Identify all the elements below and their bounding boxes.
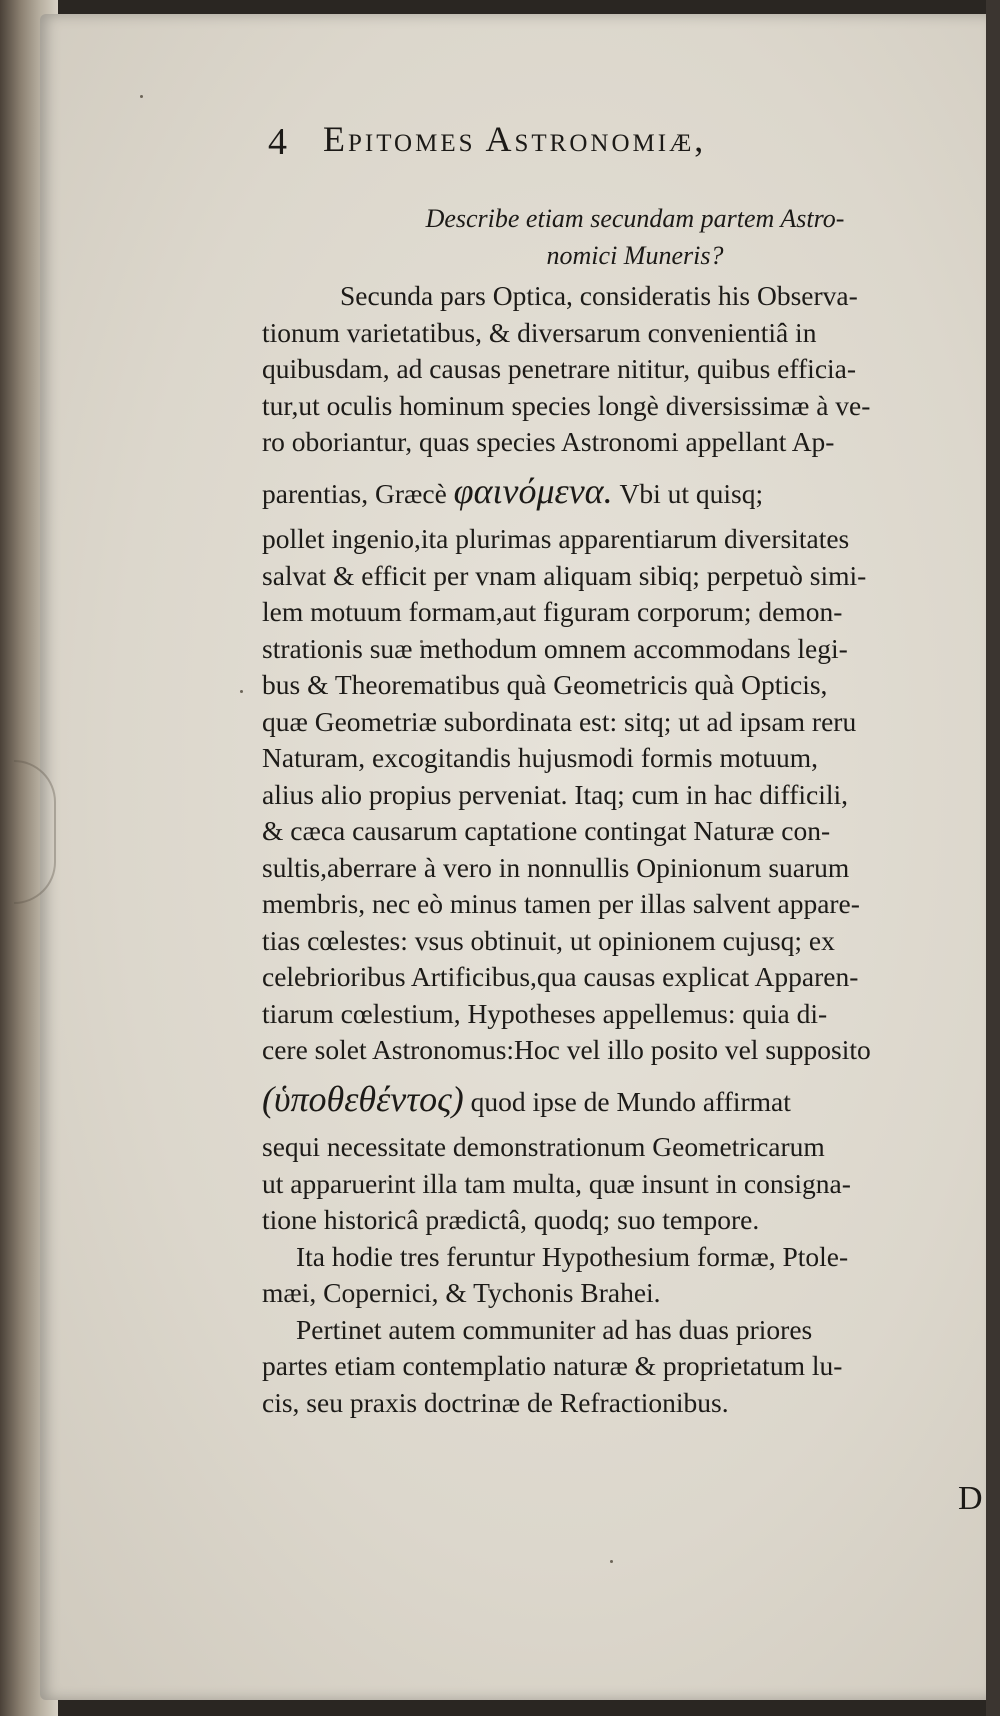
section-question bbox=[355, 200, 915, 274]
greek-word: φαινόμενα. bbox=[453, 470, 613, 511]
text-line: cis, seu praxis doctrinæ de Refractionibus. bbox=[262, 1386, 729, 1418]
text-line: tur,ut oculis hominum species longè diversissimæ à ve- bbox=[262, 389, 871, 421]
text-fragment: quod ipse de Mundo affirmat bbox=[470, 1085, 791, 1117]
text-line: sultis,aberrare à vero in nonnullis Opinionum suarum bbox=[262, 851, 850, 883]
text-line: bus & Theorematibus quà Geometricis quà Opticis, bbox=[262, 669, 828, 700]
paper-speck bbox=[140, 95, 143, 98]
text-line: ut apparuerint illa tam multa, quæ insunt in consigna- bbox=[262, 1167, 851, 1199]
text-line: tias cœlestes: vsus obtinuit, ut opinionem cujusq; ex bbox=[262, 924, 835, 956]
text-line: & cæca causarum captatione contingat Naturæ con- bbox=[262, 815, 831, 846]
catchword: D bbox=[958, 1480, 983, 1517]
text-line: quibusdam, ad causas penetrare nititur, quibus efficia- bbox=[262, 353, 857, 384]
text-line: Naturam, excogitandis hujusmodi formis motuum, bbox=[262, 742, 819, 773]
paper-speck bbox=[240, 690, 243, 693]
text-line: membris, nec eò minus tamen per illas salvent appare- bbox=[262, 888, 860, 919]
text-line bbox=[262, 1078, 990, 1119]
text-line: alius alio propius perveniat. Itaq; cum in hac difficili, bbox=[262, 778, 848, 810]
text-line: Pertinet autem communiter ad has duas priores bbox=[296, 1313, 813, 1345]
question-line: nomici Muneris? bbox=[546, 241, 724, 270]
text-line: ro oboriantur, quas species Astronomi appellant Ap- bbox=[262, 426, 835, 457]
text-line: cere solet Astronomus:Hoc vel illo posito vel supposito bbox=[262, 1034, 871, 1065]
text-line: tionum varietatibus, & diversarum convenientiâ in bbox=[262, 316, 817, 348]
paper-speck bbox=[610, 1560, 613, 1563]
text-fragment: parentias, Græcè bbox=[262, 477, 447, 509]
text-line: lem motuum formam,aut figuram corporum; demon- bbox=[262, 596, 843, 627]
running-title: Epitomes Astronomiæ, bbox=[323, 119, 707, 159]
page-header bbox=[268, 110, 968, 170]
text-line: quæ Geometriæ subordinata est: sitq; ut ad ipsam reru bbox=[262, 705, 857, 737]
page-number: 4 bbox=[268, 121, 289, 163]
text-line: celebrioribus Artificibus,qua causas explicat Apparen- bbox=[262, 961, 859, 992]
text-line: pollet ingenio,ita plurimas apparentiarum diversitates bbox=[262, 523, 850, 554]
text-line bbox=[262, 470, 990, 511]
question-line: Describe etiam secundam partem Astro- bbox=[425, 204, 845, 233]
greek-word: (ὑποθεθέντος) bbox=[262, 1078, 464, 1119]
text-line: partes etiam contemplatio naturæ & proprietatum lu- bbox=[262, 1350, 843, 1381]
text-line: tione historicâ prædictâ, quodq; suo tempore. bbox=[262, 1204, 760, 1235]
body-text bbox=[262, 278, 990, 1421]
text-line: mæi, Copernici, & Tychonis Brahei. bbox=[262, 1277, 661, 1308]
text-line: Secunda pars Optica, consideratis his Observa- bbox=[340, 280, 858, 311]
text-line: sequi necessitate demonstrationum Geometricarum bbox=[262, 1131, 825, 1162]
clasp-mark bbox=[14, 760, 56, 904]
text-line: Ita hodie tres feruntur Hypothesium formæ, Ptole- bbox=[296, 1240, 849, 1272]
text-line: tiarum cœlestium, Hypotheses appellemus: quia di- bbox=[262, 997, 828, 1029]
text-line: strationis suæ methodum omnem accommodans legi- bbox=[262, 632, 848, 664]
text-fragment: Vbi ut quisq; bbox=[619, 477, 764, 509]
text-line: salvat & efficit per vnam aliquam sibiq; perpetuò simi- bbox=[262, 559, 867, 591]
